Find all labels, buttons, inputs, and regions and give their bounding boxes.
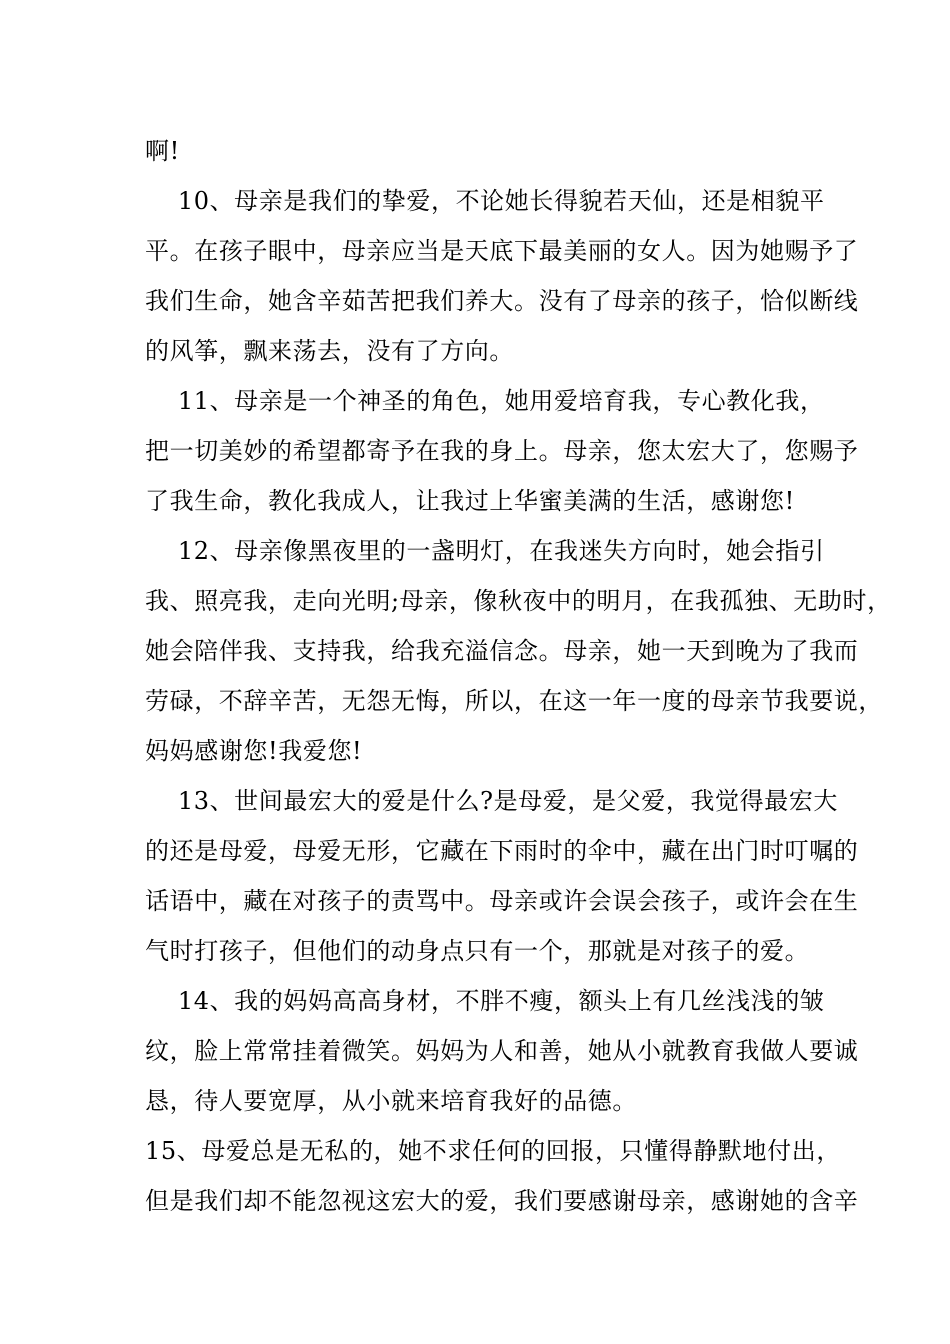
text-line: 我、照亮我，走向光明;母亲，像秋夜中的明月，在我孤独、无助时， [145,587,892,615]
text-line: 12、母亲像黑夜里的一盏明灯，在我迷失方向时，她会指引 [145,537,825,565]
text-line: 15、母爱总是无私的，她不求任何的回报，只懂得静默地付出， [145,1137,841,1165]
text-line: 恳，待人要宽厚，从小就来培育我好的品德。 [145,1087,637,1115]
text-line: 13、世间最宏大的爱是什么?是母爱，是父爱，我觉得最宏大 [145,787,839,815]
text-line: 的风筝，飘来荡去，没有了方向。 [145,337,514,365]
text-line: 话语中，藏在对孩子的责骂中。母亲或许会误会孩子，或许会在生 [145,887,859,915]
text-line: 但是我们却不能忽视这宏大的爱，我们要感谢母亲，感谢她的含辛 [145,1187,859,1215]
text-line: 纹，脸上常常挂着微笑。妈妈为人和善，她从小就教育我做人要诚 [145,1037,859,1065]
text-line: 平。在孩子眼中，母亲应当是天底下最美丽的女人。因为她赐予了 [145,237,859,265]
text-line: 的还是母爱，母爱无形，它藏在下雨时的伞中，藏在出门时叮嘱的 [145,837,859,865]
text-line: 妈妈感谢您!我爱您! [145,737,363,765]
text-line: 了我生命，教化我成人，让我过上华蜜美满的生活，感谢您! [145,487,795,515]
text-line: 劳碌，不辞辛苦，无怨无悔，所以，在这一年一度的母亲节我要说， [145,687,883,715]
text-line: 10、母亲是我们的挚爱，不论她长得貌若天仙，还是相貌平 [145,187,825,215]
text-line: 气时打孩子，但他们的动身点只有一个，那就是对孩子的爱。 [145,937,810,965]
text-line: 啊! [145,137,180,165]
text-line: 14、我的妈妈高高身材，不胖不瘦，额头上有几丝浅浅的皱 [145,987,825,1015]
text-line: 她会陪伴我、支持我，给我充溢信念。母亲，她一天到晚为了我而 [145,637,859,665]
text-line: 把一切美妙的希望都寄予在我的身上。母亲，您太宏大了，您赐予 [145,437,859,465]
text-line: 我们生命，她含辛茹苦把我们养大。没有了母亲的孩子，恰似断线 [145,287,859,315]
text-line: 11、母亲是一个神圣的角色，她用爱培育我，专心教化我， [145,387,825,415]
